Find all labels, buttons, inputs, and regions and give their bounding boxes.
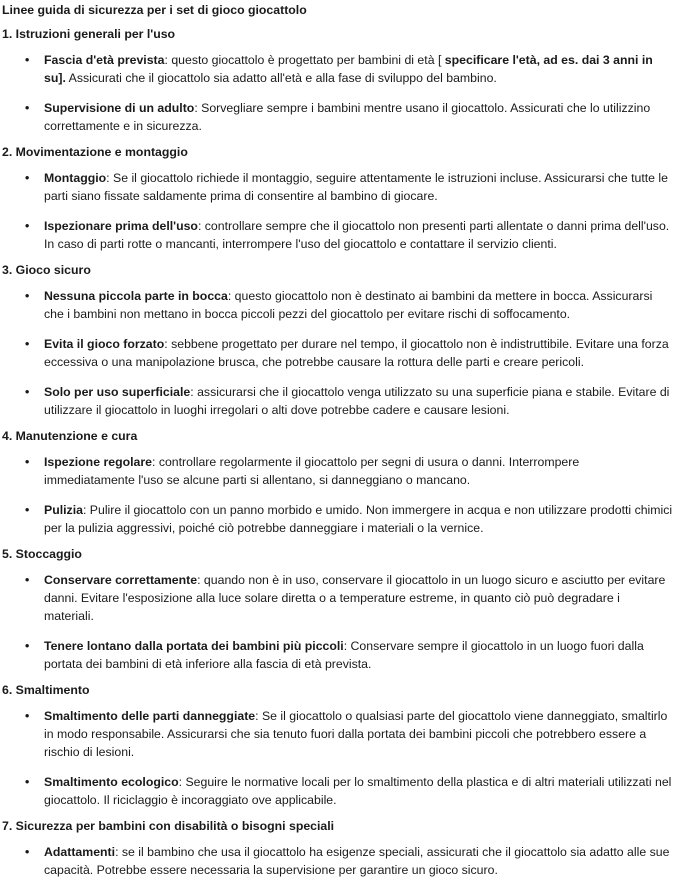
item-term: Fascia d'età prevista [44, 53, 165, 67]
item-text: : Se il giocattolo richiede il montaggio, seguire attentamente le istruzioni incluse. Assicurarsi che tutte le parti siano fissate saldamente prima di consentire al bambino di giocare. [44, 171, 669, 203]
section-heading: 2. Movimentazione e montaggio [2, 145, 188, 159]
section-list [2, 453, 673, 537]
list-item [2, 773, 673, 809]
list-item [2, 571, 673, 625]
item-text: : controllare sempre che il giocattolo non presenti parti allentate o danni prima dell'uso. In caso di parti rotte o mancanti, interrompere l'uso del giocattolo e contattare il servizio clienti. [44, 219, 670, 251]
item-term: Ispezionare prima dell'uso [44, 219, 198, 233]
item-term: Solo per uso superficiale [44, 385, 191, 399]
item-text: : sebbene progettato per durare nel tempo, il giocattolo non è indistruttibile. Evitare una forza eccessiva o una manipolazione brusca, che potrebbe causare la rottura delle parti e creare pericoli. [44, 337, 669, 369]
list-item [2, 501, 673, 537]
section-heading: 7. Sicurezza per bambini con disabilità o bisogni speciali [2, 819, 335, 833]
bullet-icon: • [25, 385, 30, 399]
item-term: Ispezione regolare [44, 455, 152, 469]
list-item [2, 99, 673, 135]
list-item [2, 383, 673, 419]
bullet-icon: • [25, 171, 30, 185]
item-term: Smaltimento delle parti danneggiate [44, 709, 256, 723]
bullet-icon: • [25, 503, 30, 517]
item-term: Pulizia [44, 503, 83, 517]
list-item [2, 843, 673, 879]
item-text: : Seguire le normative locali per lo smaltimento della plastica e di altri materiali utilizzati nel giocattolo. Il riciclaggio è incoraggiato ove applicabile. [44, 775, 672, 807]
item-term: Nessuna piccola parte in bocca [44, 289, 228, 303]
bullet-icon: • [25, 289, 30, 303]
section-list [2, 707, 673, 809]
item-text: : controllare regolarmente il giocattolo per segni di usura o danni. Interrompere immediatamente l'uso se alcune parti si allentano, si danneggiano o mancano. [44, 455, 580, 487]
item-text: : Pulire il giocattolo con un panno morbido e umido. Non immergere in acqua e non utilizzare prodotti chimici per la pulizia aggressivi, poiché ciò potrebbe danneggiare i materiali o la vernice. [44, 503, 673, 535]
list-item [2, 453, 673, 489]
item-text: : se il bambino che usa il giocattolo ha esigenze speciali, assicurati che il giocattolo sia adatto alle sue capacità. Potrebbe essere necessaria la supervisione per garantire un gioco sicuro. [44, 845, 670, 877]
bullet-icon: • [25, 775, 30, 789]
section-list [2, 51, 673, 135]
item-text-secondary: Assicurati che il giocattolo sia adatto all'età e alla fase di sviluppo del bambino. [65, 71, 497, 85]
bullet-icon: • [25, 573, 30, 587]
list-item [2, 707, 673, 761]
item-text: : questo giocattolo non è destinato ai bambini da mettere in bocca. Assicurarsi che i bambini non mettano in bocca piccoli pezzi del giocattolo per evitare rischi di soffocamento. [44, 289, 653, 321]
list-item [2, 335, 673, 371]
bullet-icon: • [25, 845, 30, 859]
item-text: : Sorvegliare sempre i bambini mentre usano il giocattolo. Assicurati che lo utilizzino correttamente e in sicurezza. [44, 101, 651, 133]
item-term: Montaggio [44, 171, 107, 185]
list-item [2, 287, 673, 323]
section-list [2, 571, 673, 673]
document-title: Linee guida di sicurezza per i set di gioco giocattolo [2, 3, 307, 17]
item-term: Conservare correttamente [44, 573, 198, 587]
item-text: : questo giocattolo è progettato per bambini di età [ [164, 53, 442, 67]
item-term: Tenere lontano dalla portata dei bambini più piccoli [44, 639, 344, 653]
sections-container [2, 25, 673, 879]
section-list [2, 287, 673, 419]
item-term: Smaltimento ecologico [44, 775, 179, 789]
list-item [2, 637, 673, 673]
section-heading: 1. Istruzioni generali per l'uso [2, 27, 176, 41]
bullet-icon: • [25, 709, 30, 723]
item-term: Supervisione di un adulto [44, 101, 195, 115]
item-term: Evita il gioco forzato [44, 337, 165, 351]
bullet-icon: • [25, 337, 30, 351]
section-heading: 3. Gioco sicuro [2, 263, 91, 277]
bullet-icon: • [25, 455, 30, 469]
section-heading: 4. Manutenzione e cura [2, 429, 138, 443]
bullet-icon: • [25, 53, 30, 67]
bullet-icon: • [25, 219, 30, 233]
item-text: : Conservare sempre il giocattolo in un luogo fuori dalla portata dei bambini di età inferiore alla fascia di età prevista. [44, 639, 644, 671]
item-text: : assicurarsi che il giocattolo venga utilizzato su una superficie piana e stabile. Evitare di utilizzare il giocattolo in luoghi irregolari o alti dove potrebbe cadere e causare lesioni. [44, 385, 670, 417]
bullet-icon: • [25, 101, 30, 115]
list-item [2, 51, 673, 87]
list-item [2, 169, 673, 205]
section-heading: 6. Smaltimento [2, 683, 90, 697]
list-item [2, 217, 673, 253]
item-text: : Se il giocattolo o qualsiasi parte del giocattolo viene danneggiato, smaltirlo in modo responsabile. Assicurarsi che sia tenuto fuori dalla portata dei bambini piccoli che potrebbero essere a rischio di lesioni. [44, 709, 668, 759]
item-term: Adattamenti [44, 845, 116, 859]
section-heading: 5. Stoccaggio [2, 547, 82, 561]
bullet-icon: • [25, 639, 30, 653]
section-list [2, 843, 673, 879]
section-list [2, 169, 673, 253]
item-term-secondary: specificare l'età, ad es. dai 3 anni in su]. [44, 53, 653, 85]
item-text: : quando non è in uso, conservare il giocattolo in un luogo sicuro e asciutto per evitare danni. Evitare l'esposizione alla luce solare diretta o a temperature estreme, in quanto ciò può degradare i materiali. [44, 573, 666, 623]
